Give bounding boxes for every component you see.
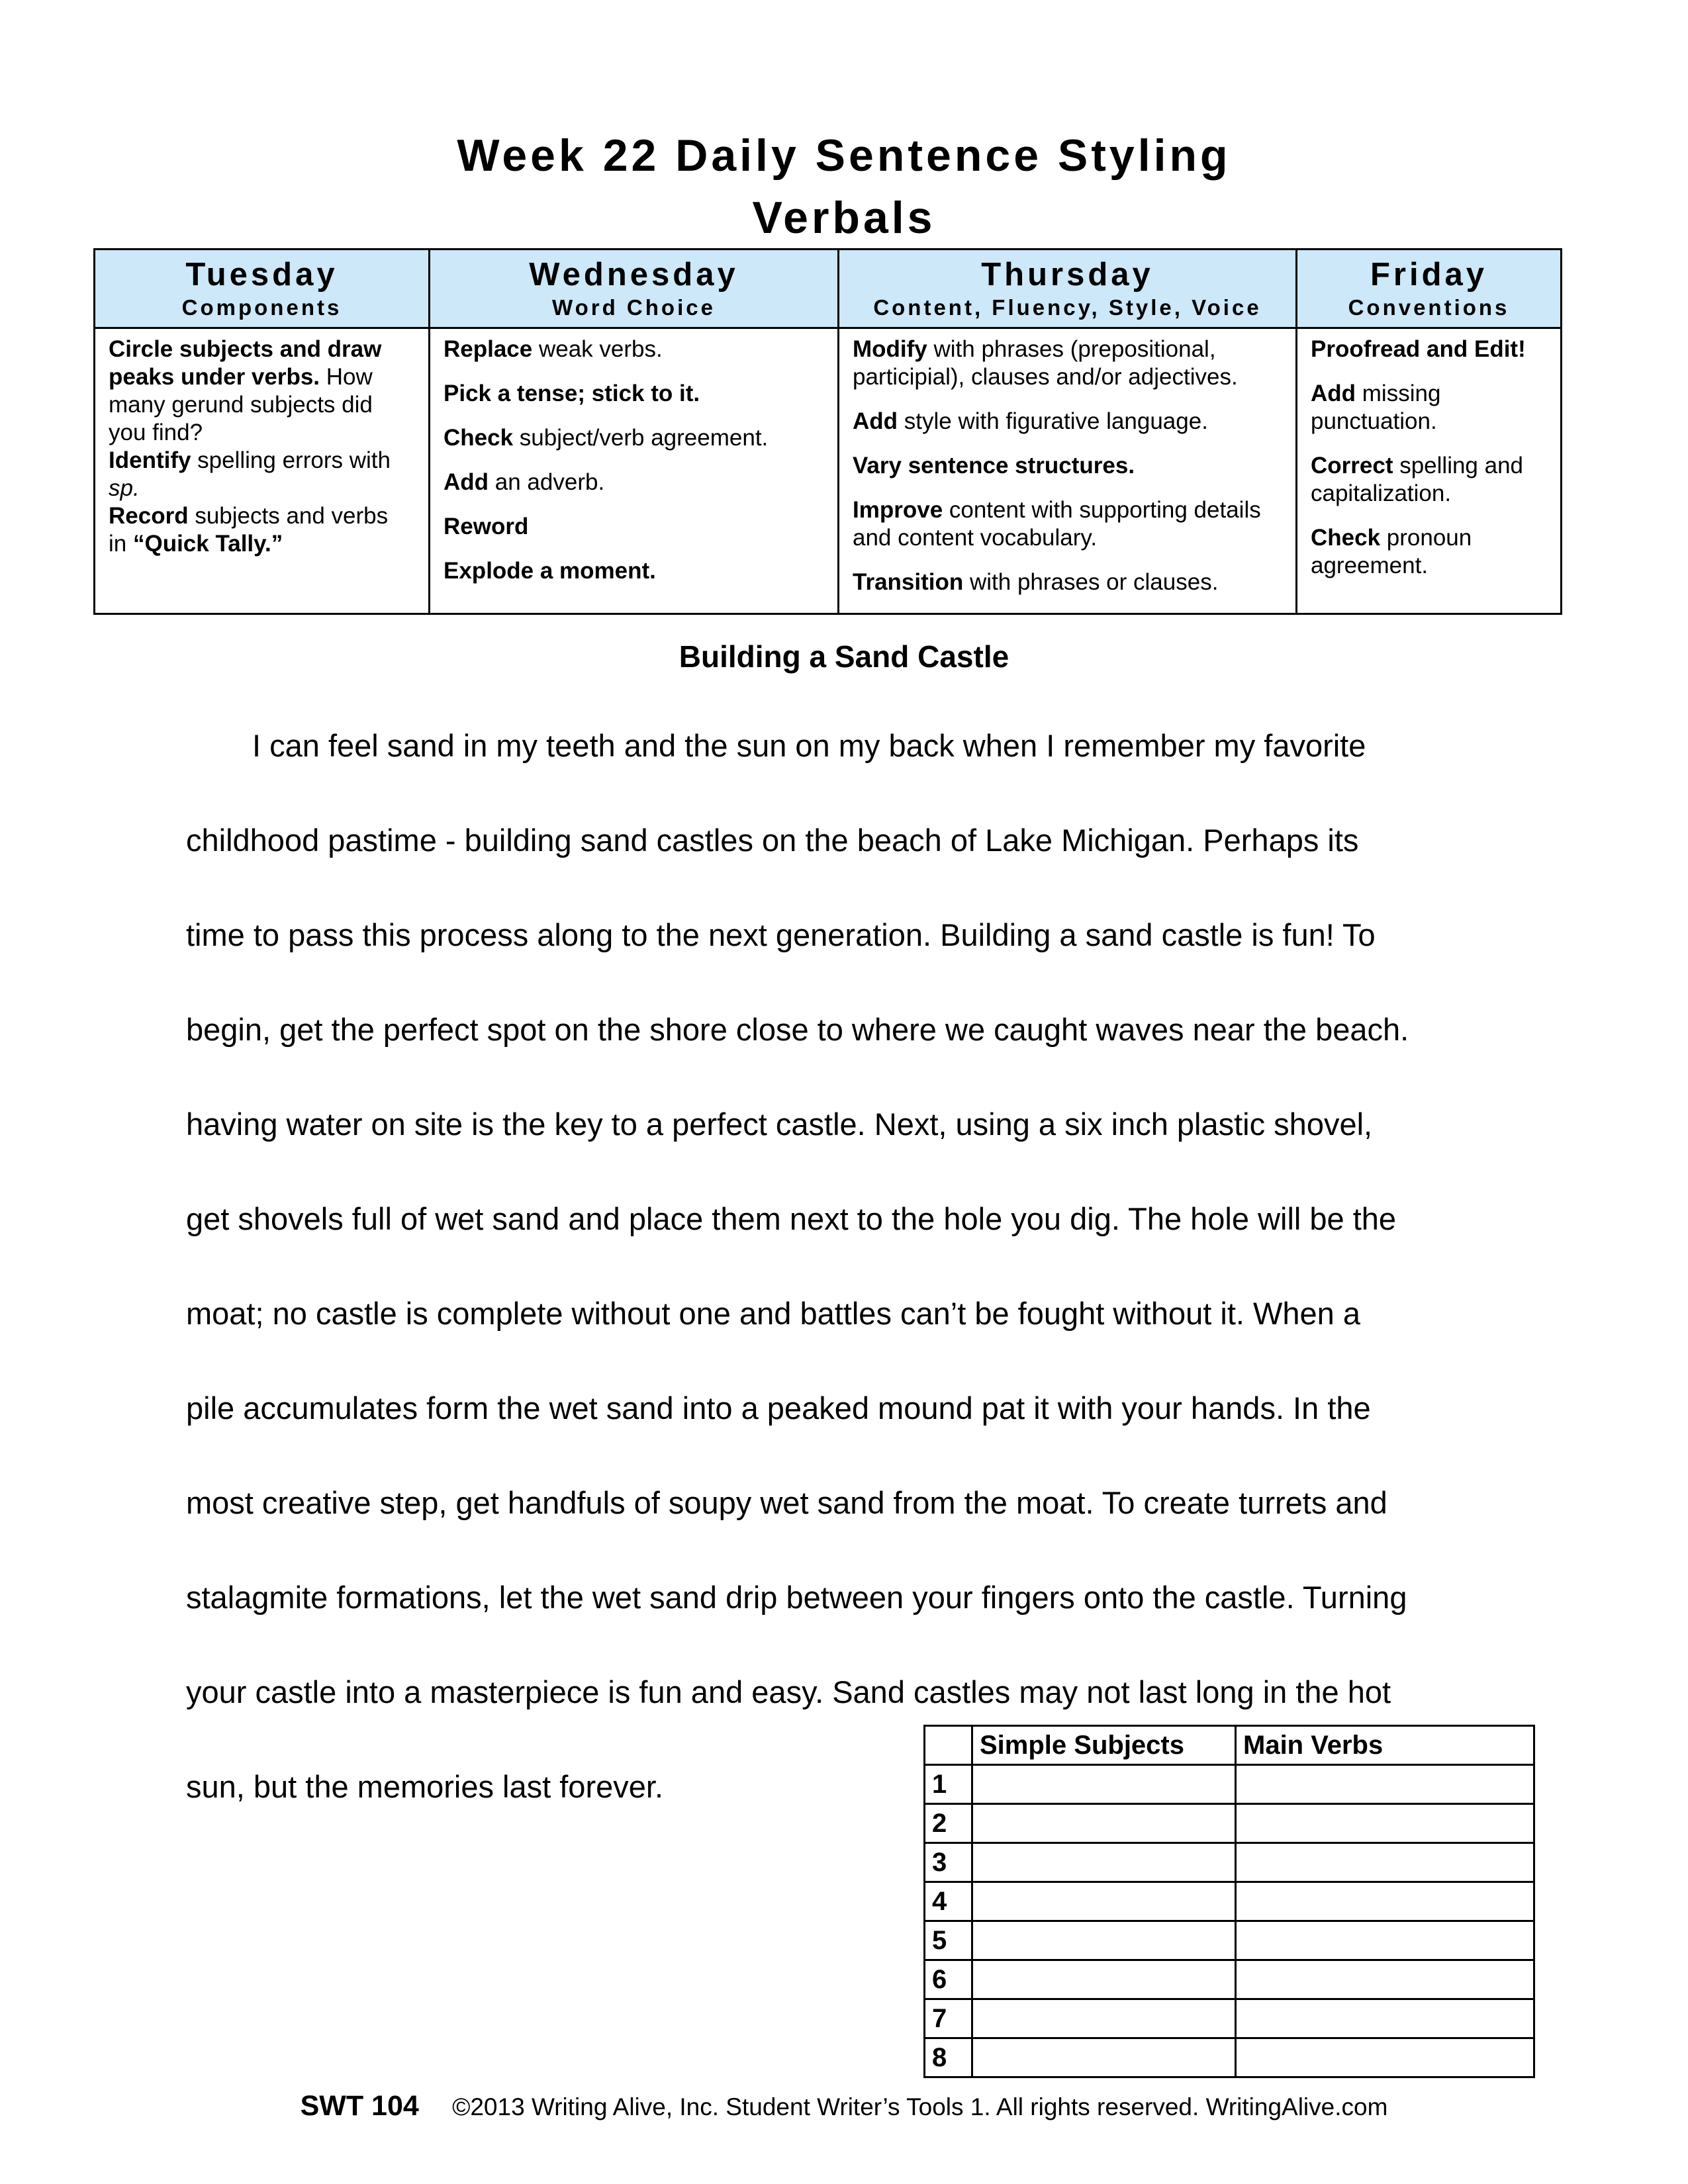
- story-line: having water on site is the key to a perfect castle. Next, using a six inch plastic shovel,: [186, 1107, 1373, 1142]
- day-focus: Conventions: [1348, 295, 1510, 320]
- task-item: [1311, 380, 1548, 435]
- subject-entry-cell[interactable]: [972, 1960, 1236, 1999]
- task-line: [109, 391, 416, 419]
- tally-row: [925, 2038, 1534, 2077]
- tally-row: [925, 1921, 1534, 1960]
- task-line: [109, 447, 416, 475]
- friday-tasks: [1297, 328, 1562, 614]
- story-line: time to pass this process along to the next generation. Building a sand castle is fun! To: [186, 917, 1376, 952]
- page-title: Week 22 Daily Sentence Styling: [457, 130, 1231, 181]
- tally-row: [925, 1804, 1534, 1843]
- tuesday-tasks: [95, 328, 430, 614]
- page-subtitle: Verbals: [752, 193, 936, 243]
- task-keyword: Transition: [853, 569, 964, 595]
- task-text: style with figurative language.: [898, 408, 1208, 434]
- task-item: [444, 380, 825, 408]
- task-line: [109, 419, 416, 447]
- task-keyword: Check: [1311, 525, 1381, 551]
- day-focus: Content, Fluency, Style, Voice: [873, 295, 1262, 320]
- task-text: spelling errors with: [191, 447, 391, 473]
- task-keyword: Modify: [853, 336, 927, 362]
- verb-entry-cell[interactable]: [1236, 1921, 1534, 1960]
- task-text: with phrases (prepositional, participial), clauses and/or adjectives.: [853, 336, 1238, 390]
- day-name: Tuesday: [185, 257, 338, 293]
- tally-row: [925, 1882, 1534, 1921]
- tally-row-number: 6: [925, 1960, 972, 1999]
- task-item: [444, 469, 825, 496]
- story-line: childhood pastime - building sand castles on the beach of Lake Michigan. Perhaps its: [186, 823, 1359, 858]
- task-keyword: Add: [444, 469, 489, 495]
- task-text: you find?: [109, 420, 203, 445]
- task-line: [109, 363, 416, 391]
- schedule-body-row: [95, 328, 1562, 614]
- tally-row-number: 5: [925, 1921, 972, 1960]
- page-code: SWT 104: [300, 2090, 419, 2122]
- day-name: Thursday: [981, 257, 1154, 293]
- verb-entry-cell[interactable]: [1236, 2038, 1534, 2077]
- verb-entry-cell[interactable]: [1236, 1765, 1534, 1804]
- tally-row-number: 7: [925, 1999, 972, 2038]
- subject-entry-cell[interactable]: [972, 2038, 1236, 2077]
- tally-row: [925, 1843, 1534, 1882]
- story-line: moat; no castle is complete without one and battles can’t be fought without it. When a: [186, 1296, 1360, 1331]
- verb-entry-cell[interactable]: [1236, 1960, 1534, 1999]
- task-item: [444, 557, 825, 585]
- tally-row-number: 3: [925, 1843, 972, 1882]
- task-item: [853, 496, 1284, 552]
- task-text: content with supporting details and content vocabulary.: [853, 497, 1261, 551]
- quick-tally-table: [923, 1725, 1535, 2078]
- story-line: pile accumulates form the wet sand into a peaked mound pat it with your hands. In the: [186, 1390, 1371, 1426]
- task-line: [109, 336, 416, 363]
- story-title: Building a Sand Castle: [679, 639, 1009, 674]
- tally-row: [925, 1960, 1534, 1999]
- task-text: many gerund subjects did: [109, 392, 373, 418]
- task-item: [853, 569, 1284, 596]
- subject-entry-cell[interactable]: [972, 1921, 1236, 1960]
- task-line: [109, 502, 416, 530]
- task-text: subjects and verbs: [188, 503, 389, 529]
- day-header-wednesday: [430, 250, 839, 328]
- schedule-header-row: [95, 250, 1562, 328]
- thursday-tasks: [839, 328, 1297, 614]
- task-keyword: Circle subjects and draw: [109, 336, 382, 362]
- tally-header-verbs: Main Verbs: [1236, 1726, 1534, 1765]
- subject-entry-cell[interactable]: [972, 1882, 1236, 1921]
- tally-row-number: 2: [925, 1804, 972, 1843]
- task-keyword: Record: [109, 503, 189, 529]
- day-name: Friday: [1370, 257, 1488, 293]
- page-footer: [0, 2090, 1688, 2122]
- tally-row-number: 1: [925, 1765, 972, 1804]
- subject-entry-cell[interactable]: [972, 1804, 1236, 1843]
- wednesday-tasks: [430, 328, 839, 614]
- task-text: sp.: [109, 475, 140, 501]
- task-item: [853, 408, 1284, 435]
- task-keyword: Vary sentence structures.: [853, 453, 1135, 478]
- story-line: your castle into a masterpiece is fun and easy. Sand castles may not last long in the hot: [186, 1674, 1391, 1709]
- story-line: sun, but the memories last forever.: [186, 1769, 663, 1804]
- task-line: [109, 530, 416, 558]
- tally-header-row: [925, 1726, 1534, 1765]
- subject-entry-cell[interactable]: [972, 1765, 1236, 1804]
- task-item: [1311, 336, 1548, 363]
- task-keyword: Explode a moment.: [444, 558, 656, 584]
- story-line: I can feel sand in my teeth and the sun on my back when I remember my favorite: [252, 728, 1366, 763]
- task-keyword: Pick a tense; stick to it.: [444, 381, 700, 406]
- tally-row: [925, 1999, 1534, 2038]
- story-line: get shovels full of wet sand and place them next to the hole you dig. The hole will be the: [186, 1201, 1397, 1236]
- task-item: [1311, 524, 1548, 580]
- task-keyword: “Quick Tally.”: [132, 531, 283, 557]
- task-item: [853, 336, 1284, 391]
- story-line: begin, get the perfect spot on the shore close to where we caught waves near the beach.: [186, 1012, 1409, 1047]
- task-text: an adverb.: [489, 469, 605, 495]
- tally-row: [925, 1765, 1534, 1804]
- subject-entry-cell[interactable]: [972, 1843, 1236, 1882]
- task-line: [109, 475, 416, 502]
- task-text: pronoun agreement.: [1311, 525, 1472, 578]
- day-header-friday: [1297, 250, 1562, 328]
- tally-header-subjects: Simple Subjects: [972, 1726, 1236, 1765]
- task-text: spelling and capitalization.: [1311, 453, 1524, 506]
- day-focus: Word Choice: [552, 295, 716, 320]
- task-keyword: Reword: [444, 514, 529, 539]
- verb-entry-cell[interactable]: [1236, 1999, 1534, 2038]
- task-keyword: Add: [853, 408, 898, 434]
- verb-entry-cell[interactable]: [1236, 1804, 1534, 1843]
- task-keyword: Improve: [853, 497, 943, 523]
- day-header-thursday: [839, 250, 1297, 328]
- day-name: Wednesday: [529, 257, 739, 293]
- day-header-tuesday: [95, 250, 430, 328]
- tally-header-number: [925, 1726, 972, 1765]
- task-text: missing punctuation.: [1311, 381, 1441, 434]
- task-item: [1311, 452, 1548, 508]
- task-item: [444, 336, 825, 363]
- task-keyword: Check: [444, 425, 514, 451]
- story-line: most creative step, get handfuls of soupy wet sand from the moat. To create turrets and: [186, 1485, 1387, 1520]
- task-keyword: peaks under verbs.: [109, 364, 320, 390]
- tally-row-number: 8: [925, 2038, 972, 2077]
- task-keyword: Identify: [109, 447, 191, 473]
- task-item: [853, 452, 1284, 480]
- copyright-text: ©2013 Writing Alive, Inc. Student Writer’s Tools 1. All rights reserved. WritingAlive.com: [452, 2093, 1388, 2120]
- task-text: in: [109, 531, 133, 557]
- subject-entry-cell[interactable]: [972, 1999, 1236, 2038]
- task-keyword: Correct: [1311, 453, 1393, 478]
- task-text: with phrases or clauses.: [963, 569, 1219, 595]
- task-text: weak verbs.: [532, 336, 663, 362]
- verb-entry-cell[interactable]: [1236, 1843, 1534, 1882]
- task-keyword: Proofread and Edit!: [1311, 336, 1526, 362]
- task-item: [444, 513, 825, 541]
- day-focus: Components: [181, 295, 342, 320]
- daily-schedule-table: [93, 248, 1562, 615]
- task-text: subject/verb agreement.: [513, 425, 769, 451]
- tally-row-number: 4: [925, 1882, 972, 1921]
- task-keyword: Replace: [444, 336, 533, 362]
- story-line: stalagmite formations, let the wet sand drip between your fingers onto the castle. Turning: [186, 1580, 1407, 1615]
- task-keyword: Add: [1311, 381, 1356, 406]
- verb-entry-cell[interactable]: [1236, 1882, 1534, 1921]
- story-paragraph: [186, 726, 1536, 1862]
- task-text: How: [320, 364, 373, 390]
- task-item: [444, 424, 825, 452]
